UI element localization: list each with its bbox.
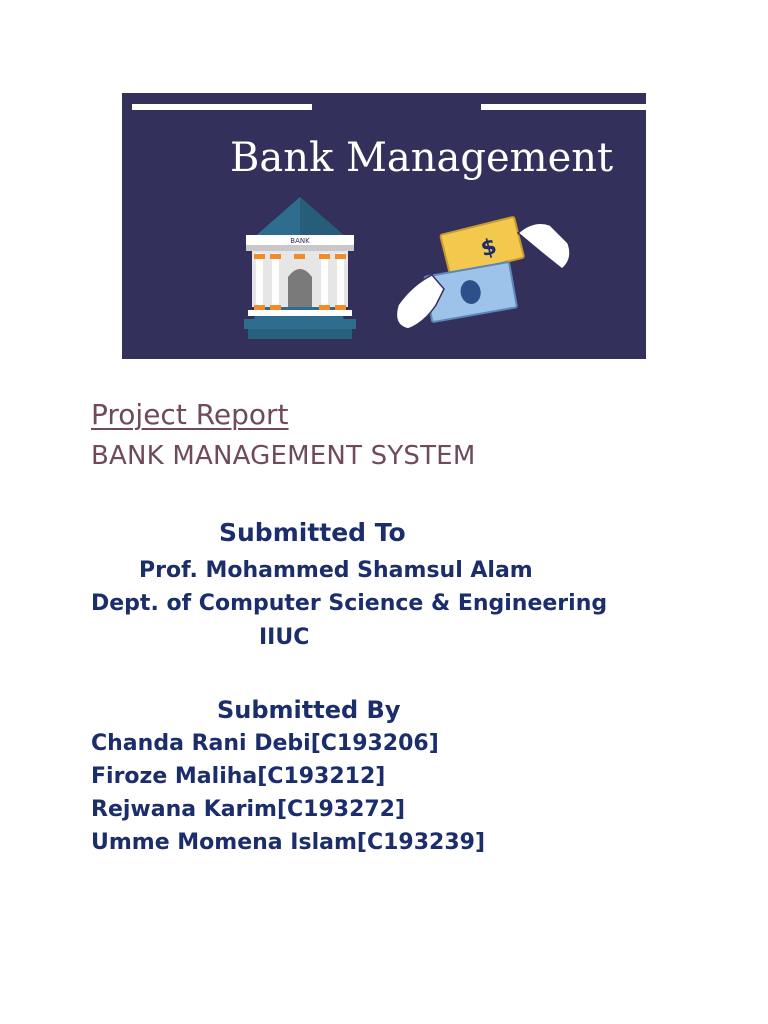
team-member: Umme Momena Islam[C193239] [91,830,486,855]
supervisor-name: Prof. Mohammed Shamsul Alam [139,558,533,583]
department-name: Dept. of Computer Science & Engineering [91,591,608,616]
cover-banner [122,93,646,359]
team-member: Firoze Maliha[C193212] [91,764,386,789]
decorative-line-left [132,104,312,110]
team-member: Rejwana Karim[C193272] [91,797,406,822]
submitted-by-label: Submitted By [217,696,401,724]
banner-illustration [122,93,646,359]
report-subtitle: BANK MANAGEMENT SYSTEM [91,441,476,471]
decorative-line-right [481,104,646,110]
submitted-to-label: Submitted To [219,518,406,547]
team-member: Chanda Rani Debi[C193206] [91,731,439,756]
institution-name: IIUC [259,625,310,650]
dollar-sign: $ [478,234,500,263]
bank-sign: BANK [290,237,310,245]
report-heading: Project Report [91,398,289,431]
banner-title: Bank Management [230,135,614,181]
